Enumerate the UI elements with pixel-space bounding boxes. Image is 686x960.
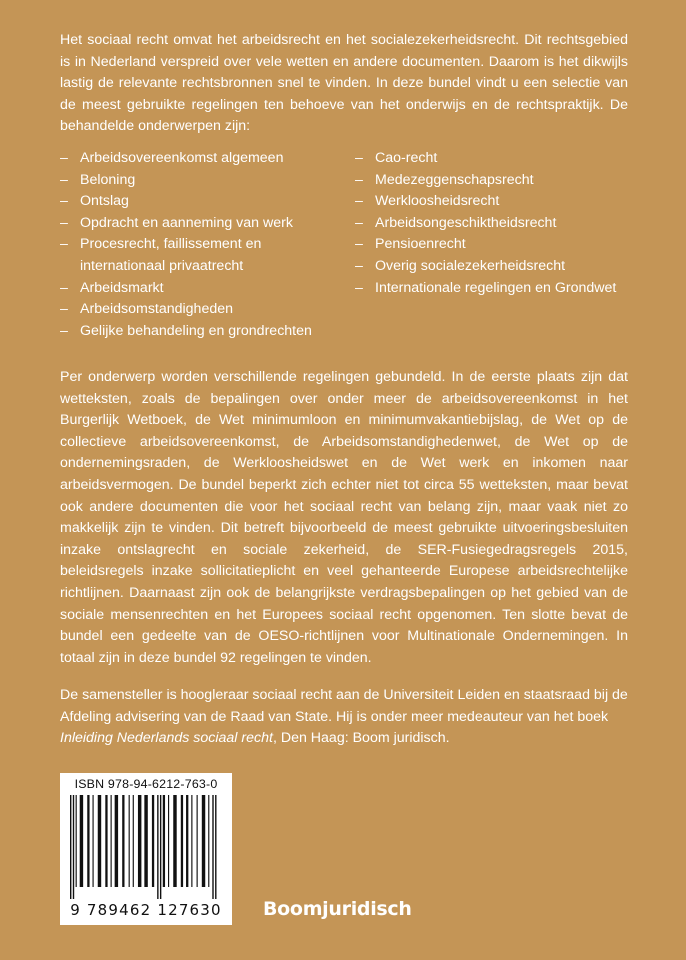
topic-label: Overig socialezekerheidsrecht (375, 257, 566, 274)
topic-label: Opdracht en aanneming van werk (80, 214, 293, 231)
topic-item (355, 191, 625, 213)
dash-bullet: – (60, 279, 68, 296)
topic-item (355, 213, 625, 235)
isbn-label: ISBN 978-94-6212-763-0 (74, 777, 218, 791)
dash-bullet: – (60, 193, 68, 210)
dash-bullet: – (60, 322, 68, 339)
topic-item (60, 234, 320, 277)
dash-bullet: – (60, 171, 68, 188)
topic-label: Pensioenrecht (375, 236, 466, 253)
dash-bullet: – (355, 214, 363, 231)
dash-bullet: – (60, 150, 68, 166)
topic-label: Werkloosheidsrecht (375, 193, 500, 210)
topic-label: Arbeidsongeschiktheidsrecht (375, 214, 557, 231)
intro-paragraph: Het sociaal recht omvat het arbeidsrecht en het socialezekerheidsrecht. Dit rechtsgebied is in Nederland verspreid over vele wetten en andere documenten. Daarom is het dikwijls lastig de relevante rechtsbronnen snel te vinden. In deze bundel vindt u een selectie van de meest gebruikte regelingen ten behoeve van het onderwijs en de rechtspraktijk. De behandelde onderwerpen zijn: (60, 32, 628, 135)
dash-bullet: – (60, 301, 68, 318)
topic-item (355, 170, 625, 192)
topics-list-left (60, 148, 320, 342)
topic-label: Internationale regelingen en Grondwet (375, 279, 617, 296)
topic-label: Arbeidsovereenkomst algemeen (80, 150, 284, 166)
dash-bullet: – (355, 150, 363, 166)
topic-item (60, 213, 320, 235)
dash-bullet: – (355, 279, 363, 296)
topic-item (355, 234, 625, 256)
topic-item (355, 278, 625, 300)
topic-label: Beloning (80, 171, 136, 188)
book-title: Inleiding Nederlands sociaal recht (60, 730, 273, 747)
author-text-part2: , Den Haag: Boom juridisch. (272, 730, 450, 747)
topic-label: Gelijke behandeling en grondrechten (80, 322, 312, 339)
topic-item (60, 148, 320, 170)
topic-label: Medezeggenschapsrecht (375, 171, 534, 188)
publisher-logo: Boomjuridisch (263, 898, 412, 920)
topic-item (60, 299, 320, 321)
topic-item (355, 256, 625, 278)
barcode-box (60, 773, 232, 925)
barcode-icon (68, 795, 224, 899)
author-paragraph (60, 685, 640, 750)
topic-item (60, 191, 320, 213)
topic-item (60, 321, 320, 343)
topic-label: Arbeidsmarkt (80, 279, 164, 296)
topic-item (60, 170, 320, 192)
topic-label: Ontslag (80, 193, 129, 210)
dash-bullet: – (355, 236, 363, 253)
dash-bullet: – (60, 236, 68, 253)
ean-number: 9 789462 127630 (70, 901, 222, 919)
topic-item (60, 278, 320, 300)
dash-bullet: – (60, 214, 68, 231)
topic-label: Procesrecht, faillissement en internationaal privaatrecht (80, 236, 262, 274)
dash-bullet: – (355, 193, 363, 210)
body-paragraph: Per onderwerp worden verschillende regelingen gebundeld. In de eerste plaats zijn dat wetteksten, zoals de bepalingen over onder meer de arbeidsovereenkomst in het Burgerlijk Wetboek, de Wet minimumloon en minimumvakantiebijslag, de Wet op de collectieve arbeidsovereenkomst, de Arbeidsomstandighedenwet, de Wet op de ondernemingsraden, de Werkloosheidswet en de Wet werk en inkomen naar arbeidsvermogen. De bundel beperkt zich echter niet tot circa 55 wetteksten, maar bevat ook andere documenten die voor het sociaal recht van belang zijn, maar vaak niet zo makkelijk zijn te vinden. Dit betreft bijvoorbeeld de meest gebruikte uitvoeringsbesluiten inzake ontslagrecht en sociale zekerheid, de SER-Fusiegedragsregels 2015, beleidsregels inzake sollicitatieplicht en veel gehanteerde Europese arbeidsrechtelijke richtlijnen. Daarnaast zijn ook de belangrijkste verdragsbepalingen op het gebied van de sociale mensenrechten en het Europees sociaal recht opgenomen. Ten slotte bevat de bundel een gedeelte van de OESO-richtlijnen voor Multinationale Ondernemingen. In totaal zijn in deze bundel 92 regelingen te vinden. (60, 369, 628, 666)
topic-item (355, 148, 625, 170)
author-text-part1: De samensteller is hoogleraar sociaal recht aan de Universiteit Leiden en staatsraad bij de Afdeling advisering van de Raad van State. Hij is onder meer medeauteur van het boek (60, 687, 628, 725)
dash-bullet: – (355, 171, 363, 188)
topic-label: Cao-recht (375, 150, 438, 166)
dash-bullet: – (355, 257, 363, 274)
topic-label: Arbeidsomstandigheden (80, 301, 234, 318)
topics-list-right (355, 148, 625, 299)
